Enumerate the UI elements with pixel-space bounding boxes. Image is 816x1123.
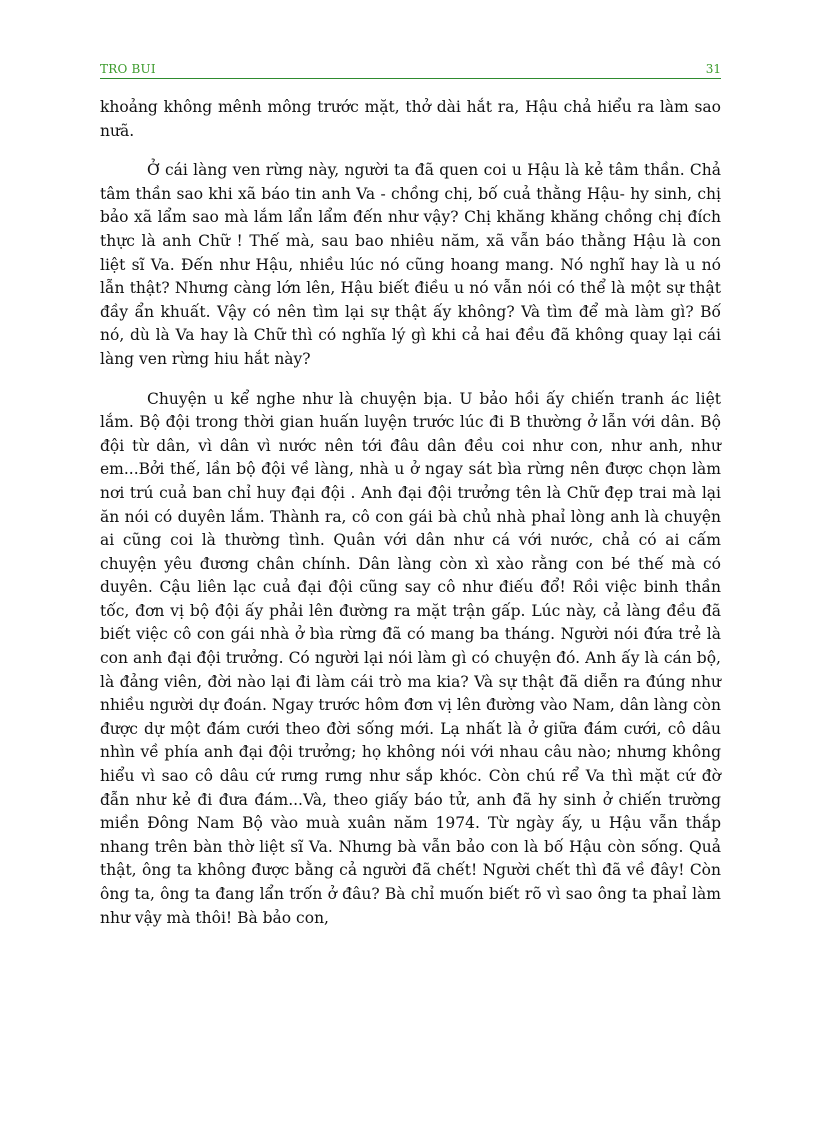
body-text [100,96,721,930]
paragraph: Chuyện u kể nghe như là chuyện bịa. U bảo hồi ấy chiến tranh ác liệt lắm. Bộ đội trong thời gian huấn luyện trước lúc đi B thường ở lẫn với dân. Bộ đội từ dân, vì dân vì nước nên tới đâu dân đều coi như con, như anh, như em...Bởi thế, lần bộ đội về làng, nhà u ở ngay sát bìa rừng nên được chọn làm nơi trú cuả ban chỉ huy đại đội . Anh đại đội trưởng tên là Chữ đẹp trai mà lại ăn nói có duyên lắm. Thành ra, cô con gái bà chủ nhà phaỉ lòng anh là chuyện ai cũng coi là thường tình. Quân với dân như cá với nước, chả có ai cấm chuyện yêu đương chân chính. Dân làng còn xì xào rằng con bé thế mà có duyên. Cậu liên lạc cuả đại đội cũng say cô như điếu đổ! Rồi việc binh thần tốc, đơn vị bộ đội ấy phải lên đường ra mặt trận gấp. Lúc này, cả làng đều đã biết việc cô con gái nhà ở bìa rừng đã có mang ba tháng. Người nói đứa trẻ là con anh đại đội trưởng. Có người lại nói làm gì có chuyện đó. Anh ấy là cán bộ, là đảng viên, đời nào lại đi làm cái trò ma kia? Và sự thật đã diễn ra đúng như nhiều người dự đoán. Ngay trước hôm đơn vị lên đường vào Nam, dân làng còn được dự một đám cưới theo đời sống mới. Lạ nhất là ở giữa đám cưới, cô dâu nhìn về phía anh đại đội trưởng; họ không nói với nhau câu nào; nhưng không hiểu vì sao cô dâu cứ rưng rưng như sắp khóc. Còn chú rể Va thì mặt cứ đờ đẫn như kẻ đi đưa đám...Và, theo giấy báo tử, anh đã hy sinh ở chiến trường miền Đông Nam Bộ vào muà xuân năm 1974. Từ ngày ấy, u Hậu vẫn thắp nhang trên bàn thờ liệt sĩ Va. Nhưng bà vẫn bảo con là bố Hậu còn sống. Quả thật, ông ta không được bằng cả người đã chết! Người chết thì đã về đây! Còn ông ta, ông ta đang lẩn trốn ở đâu? Bà chỉ muốn biết rõ vì sao ông ta phaỉ làm như vậy mà thôi! Bà bảo con, [100,389,721,927]
paragraph: Ở cái làng ven rừng này, người ta đã quen coi u Hậu là kẻ tâm thần. Chả tâm thần sao khi xã báo tin anh Va - chồng chị, bố cuả thằng Hậu- hy sinh, chị bảo xã lẩm sao mà lắm lẩn lẩm đến như vậy? Chị khăng khăng chồng chị đích thực là anh Chữ ! Thế mà, sau bao nhiêu năm, xã vẫn báo thằng Hậu là con liệt sĩ Va. Đến như Hậu, nhiều lúc nó cũng hoang mang. Nó nghĩ hay là u nó lẫn thật? Nhưng càng lớn lên, Hậu biết điều u nó vẫn nói có thể là một sự thật đầy ẩn khuất. Vậy có nên tìm lại sự thật ấy không? Và tìm để mà làm gì? Bố nó, dù là Va hay là Chữ thì có nghĩa lý gì khi cả hai đều đã không quay lại cái làng ven rừng hiu hắt này? [100,161,721,368]
running-header [100,60,721,79]
page-number: 31 [705,62,721,76]
header-title: TRO BUI [100,62,156,76]
paragraph-continuation: khoảng không mênh mông trước mặt, thở dài hắt ra, Hậu chả hiểu ra làm sao nưã. [100,98,721,140]
